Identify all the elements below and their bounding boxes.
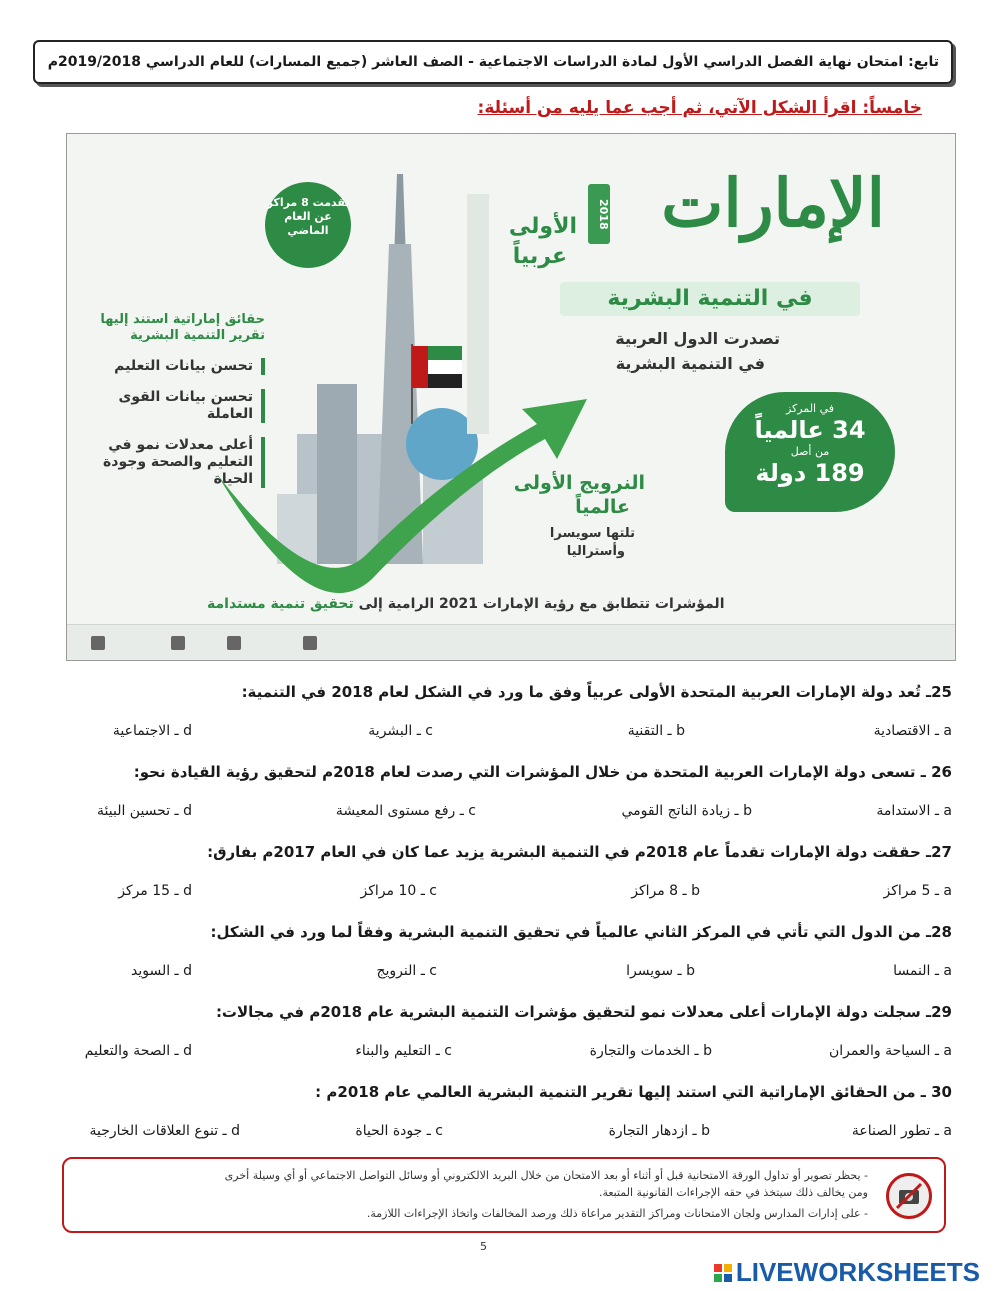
- norway-line-2: عالمياً: [575, 496, 630, 518]
- fact-item: تحسن بيانات التعليم: [95, 358, 265, 375]
- fact-item: تحسن بيانات القوى العاملة: [95, 389, 265, 423]
- exam-notice: [62, 1157, 946, 1233]
- rank-of: من أصل: [790, 445, 830, 458]
- bottom-line-text: المؤشرات تتطابق مع رؤية الإمارات 2021 الرامية إلى: [358, 596, 725, 612]
- q29-option-c[interactable]: c ـ التعليم والبناء: [355, 1043, 452, 1059]
- infographic-footer-strip: [67, 624, 955, 660]
- page-number: 5: [480, 1240, 487, 1253]
- notice-line-3: - على إدارات المدارس ولجان الامتحانات ومراكز التقدير مراعاة ذلك ورصد المخالفات واتخاذ الإجراءات اللازمة.: [366, 1207, 868, 1220]
- question-28: 28ـ من الدول التي تأتي في المركز الثاني عالمياً في تحقيق التنمية البشرية وفقاً لما ورد في الشكل:: [210, 923, 952, 941]
- notice-line-2: ومن يخالف ذلك سيتخذ في حقه الإجراءات القانونية المتبعة.: [598, 1186, 868, 1199]
- q26-option-b[interactable]: b ـ زيادة الناتج القومي: [621, 803, 752, 819]
- q30-option-d[interactable]: d ـ تنوع العلاقات الخارجية: [89, 1123, 240, 1139]
- facebook-icon: [227, 636, 241, 650]
- question-25: 25ـ تُعد دولة الإمارات العربية المتحدة الأولى عربياً وفق ما ورد في الشكل لعام 2018 في التنمية:: [241, 683, 952, 701]
- q27-option-b[interactable]: b ـ 8 مراكز: [631, 883, 700, 899]
- q30-option-b[interactable]: b ـ ازدهار التجارة: [608, 1123, 710, 1139]
- question-29: 29ـ سجلت دولة الإمارات أعلى معدلات نمو لتحقيق مؤشرات التنمية البشرية عام 2018م في مجالات:: [215, 1003, 952, 1021]
- exam-header-title: تابع: امتحان نهاية الفصل الدراسي الأول لمادة الدراسات الاجتماعية - الصف العاشر (جميع المسارات) للعام الدراسي 2019/2018م: [47, 54, 939, 70]
- q27-option-d[interactable]: d ـ 15 مركز: [118, 883, 192, 899]
- q26-option-c[interactable]: c ـ رفع مستوى المعيشة: [335, 803, 476, 819]
- instagram-icon: [171, 636, 185, 650]
- infographic-subtitle-first: الأولى: [508, 214, 577, 239]
- infographic-lead-line-2: في التنمية البشرية: [615, 354, 765, 373]
- rank-total: 189 دولة: [755, 459, 865, 487]
- notice-line-1: - يحظر تصوير أو تداول الورقة الامتحانية قبل أو أثناء أو بعد الامتحان من خلال البريد الالكتروني أو وسائل التواصل الاجتماعي أو أي وسيلة أخرى: [224, 1169, 868, 1182]
- q25-option-d[interactable]: d ـ الاجتماعية: [112, 723, 192, 739]
- rank-bubble: [725, 392, 895, 512]
- facts-column: [95, 312, 265, 488]
- brand-name: LIVEWORKSHEETS: [735, 1257, 980, 1287]
- q28-option-b[interactable]: b ـ سويسرا: [626, 963, 695, 979]
- q29-option-b[interactable]: b ـ الخدمات والتجارة: [589, 1043, 712, 1059]
- bottom-line-highlight: تحقيق تنمية مستدامة: [207, 596, 354, 612]
- twitter-icon: [91, 636, 105, 650]
- number-one-graphic: [467, 194, 489, 434]
- infographic-lead-line-1: تصدرت الدول العربية: [615, 329, 780, 348]
- q26-option-d[interactable]: d ـ تحسين البيئة: [97, 803, 192, 819]
- advance-badge: تقدمت 8 مراكز عن العام الماضي: [265, 182, 351, 268]
- q25-option-a[interactable]: a ـ الاقتصادية: [873, 723, 952, 739]
- fact-item: أعلى معدلات نمو في التعليم والصحة وجودة الحياة: [95, 437, 265, 488]
- infographic-bottom-line: [207, 596, 725, 612]
- q30-option-c[interactable]: c ـ جودة الحياة: [355, 1123, 443, 1139]
- q26-option-a[interactable]: a ـ الاستدامة: [876, 803, 952, 819]
- q29-option-d[interactable]: d ـ الصحة والتعليم: [84, 1043, 192, 1059]
- section-title: خامساً: اقرأ الشكل الآتي، ثم أجب عما يليه من أسئلة:: [477, 98, 922, 118]
- q28-option-d[interactable]: d ـ السويد: [130, 963, 192, 979]
- infographic-subtitle-arab: عربياً: [512, 244, 567, 269]
- youtube-icon: [303, 636, 317, 650]
- year-badge: 2018: [588, 184, 610, 244]
- q25-option-b[interactable]: b ـ التقنية: [627, 723, 685, 739]
- q25-option-c[interactable]: c ـ البشرية: [368, 723, 433, 739]
- question-27: 27ـ حققت دولة الإمارات تقدماً عام 2018م في التنمية البشرية يزيد عما كان في العام 2017م بفارق:: [207, 843, 952, 861]
- facts-heading: حقائق إماراتية استند إليها تقرير التنمية البشرية: [100, 312, 265, 343]
- infographic-band: في التنمية البشرية: [560, 282, 860, 316]
- q30-option-a[interactable]: a ـ تطور الصناعة: [851, 1123, 952, 1139]
- norway-line-3: تلتها سويسرا: [549, 526, 635, 541]
- exam-header: [33, 40, 953, 84]
- rank-value: 34 عالمياً: [754, 416, 866, 444]
- q28-option-c[interactable]: c ـ النرويج: [376, 963, 437, 979]
- no-camera-icon: [886, 1173, 932, 1219]
- question-30: 30 ـ من الحقائق الإماراتية التي استند إليها تقرير التنمية البشرية العالمي عام 2018م :: [315, 1083, 952, 1101]
- hdi-infographic: [66, 133, 956, 661]
- rank-prefix: في المركز: [785, 402, 835, 415]
- q27-option-a[interactable]: a ـ 5 مراكز: [883, 883, 952, 899]
- q28-option-a[interactable]: a ـ النمسا: [893, 963, 952, 979]
- question-26: 26 ـ تسعى دولة الإمارات العربية المتحدة من خلال المؤشرات التي رصدت لعام 2018م لتحقيق رؤية القيادة نحو:: [133, 763, 952, 781]
- q29-option-a[interactable]: a ـ السياحة والعمران: [829, 1043, 952, 1059]
- brand-mark-icon: [714, 1264, 732, 1282]
- norway-line-1: النرويج الأولى: [513, 472, 645, 494]
- infographic-main-title: الإمارات: [661, 164, 885, 242]
- norway-line-4: وأستراليا: [566, 544, 625, 559]
- liveworksheets-logo[interactable]: [714, 1257, 980, 1288]
- q27-option-c[interactable]: c ـ 10 مراكز: [360, 883, 437, 899]
